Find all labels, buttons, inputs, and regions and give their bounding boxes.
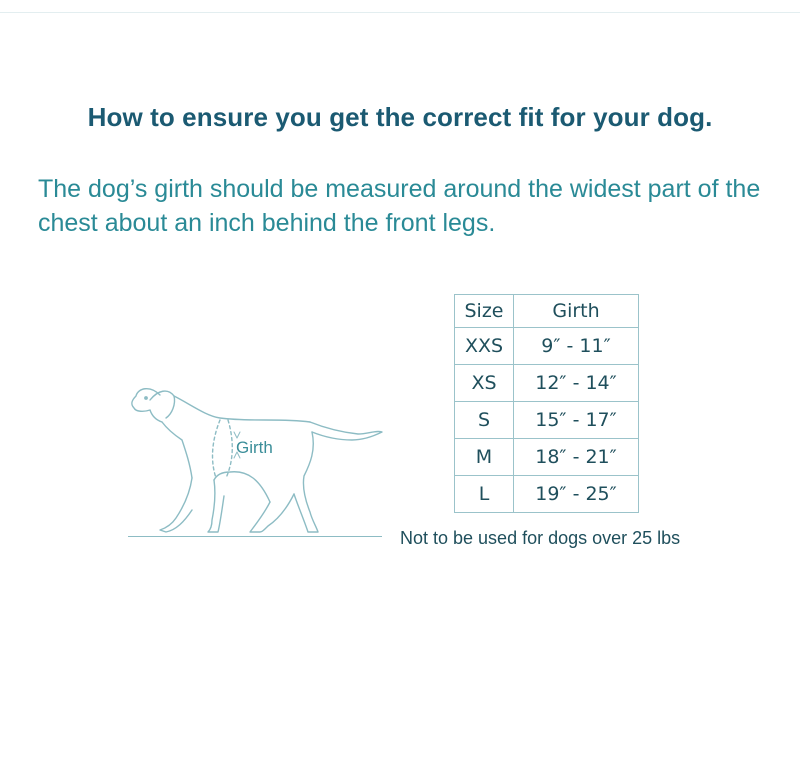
size-cell: XXS — [455, 328, 514, 365]
girth-label: Girth — [236, 438, 273, 457]
size-cell: L — [455, 476, 514, 513]
measurement-instructions: The dog’s girth should be measured around the widest part of the chest about an inch behind the front legs. — [38, 175, 761, 237]
table-row — [455, 402, 639, 439]
size-chart-table — [454, 294, 639, 513]
table-header-row — [455, 295, 639, 328]
top-divider — [0, 12, 800, 13]
girth-cell: 18″ - 21″ — [514, 439, 639, 476]
size-cell: M — [455, 439, 514, 476]
table-row — [455, 365, 639, 402]
girth-cell: 9″ - 11″ — [514, 328, 639, 365]
size-cell: S — [455, 402, 514, 439]
girth-cell: 12″ - 14″ — [514, 365, 639, 402]
table-row — [455, 439, 639, 476]
column-header-size: Size — [455, 295, 514, 328]
weight-disclaimer: Not to be used for dogs over 25 lbs — [400, 528, 681, 548]
column-header-girth: Girth — [514, 295, 639, 328]
page-title: How to ensure you get the correct fit for your dog. — [87, 102, 713, 132]
size-cell: XS — [455, 365, 514, 402]
table-row — [455, 328, 639, 365]
girth-cell: 19″ - 25″ — [514, 476, 639, 513]
ground-line — [128, 536, 382, 537]
girth-cell: 15″ - 17″ — [514, 402, 639, 439]
table-row — [455, 476, 639, 513]
